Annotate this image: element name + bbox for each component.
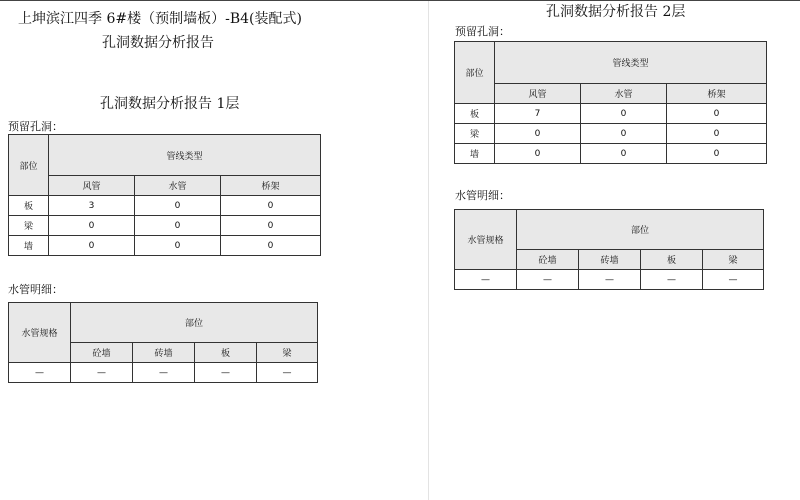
table-cell: 0 [581, 104, 667, 124]
pipe-type-header: 管线类型 [495, 42, 767, 84]
part-header: 部位 [9, 135, 49, 196]
row-part-cell: 板 [455, 104, 495, 124]
part-header: 部位 [71, 303, 318, 343]
table-cell: — [703, 270, 764, 290]
column-header-air-duct: 风管 [495, 84, 581, 104]
table-row [455, 124, 767, 144]
table-header-row [9, 303, 318, 343]
column-header-brick-wall: 砖墙 [133, 343, 195, 363]
table-cell: 0 [495, 124, 581, 144]
table-cell: — [579, 270, 641, 290]
table-cell: — [71, 363, 133, 383]
pipe-spec-header: 水管规格 [455, 210, 517, 270]
table-cell: 0 [221, 196, 321, 216]
floor-1-report-title: 孔洞数据分析报告 1层 [100, 96, 240, 112]
pipe-spec-header: 水管规格 [9, 303, 71, 363]
table-cell: 0 [581, 144, 667, 164]
table-row [9, 196, 321, 216]
row-part-cell: 墙 [9, 236, 49, 256]
column-header-concrete-wall: 砼墙 [71, 343, 133, 363]
document-subtitle: 孔洞数据分析报告 [102, 35, 214, 51]
table-header-row [455, 84, 767, 104]
table-cell: 0 [135, 216, 221, 236]
floor-2-holes-table [454, 41, 767, 164]
table-row [9, 363, 318, 383]
floor-1-holes-label: 预留孔洞： [8, 120, 63, 133]
pipe-type-header: 管线类型 [49, 135, 321, 176]
table-cell: 0 [667, 124, 767, 144]
table-row [9, 216, 321, 236]
column-header-concrete-wall: 砼墙 [517, 250, 579, 270]
column-header-slab: 板 [641, 250, 703, 270]
table-row [9, 236, 321, 256]
column-header-slab: 板 [195, 343, 257, 363]
table-cell: 7 [495, 104, 581, 124]
row-part-cell: 梁 [455, 124, 495, 144]
table-cell: 0 [667, 144, 767, 164]
row-part-cell: 墙 [455, 144, 495, 164]
table-cell: — [133, 363, 195, 383]
part-header: 部位 [517, 210, 764, 250]
table-cell: — [257, 363, 318, 383]
table-row [455, 270, 764, 290]
table-cell: 0 [667, 104, 767, 124]
floor-2-pipe-table [454, 209, 764, 290]
table-header-row [9, 176, 321, 196]
table-cell: 0 [221, 236, 321, 256]
floor-2-report-title: 孔洞数据分析报告 2层 [546, 4, 686, 20]
table-header-row [455, 210, 764, 250]
row-part-cell: 板 [9, 196, 49, 216]
document-title: 上坤滨江四季 6#楼（预制墙板）-B4(装配式) [18, 11, 302, 27]
column-header-beam: 梁 [703, 250, 764, 270]
floor-1-pipe-label: 水管明细： [8, 283, 63, 296]
table-cell: — [517, 270, 579, 290]
table-cell: 0 [495, 144, 581, 164]
floor-1-holes-table [8, 134, 321, 256]
table-cell: 0 [581, 124, 667, 144]
floor-2-holes-label: 预留孔洞： [455, 25, 510, 38]
table-header-row [455, 42, 767, 84]
table-row [455, 104, 767, 124]
column-header-brick-wall: 砖墙 [579, 250, 641, 270]
table-cell: — [641, 270, 703, 290]
table-cell: 0 [49, 236, 135, 256]
table-cell: — [9, 363, 71, 383]
column-header-cable-tray: 桥架 [667, 84, 767, 104]
floor-2-pipe-label: 水管明细： [455, 189, 510, 202]
table-cell: 0 [221, 216, 321, 236]
column-header-beam: 梁 [257, 343, 318, 363]
floor-1-pipe-table [8, 302, 318, 383]
page-separator [428, 1, 429, 500]
table-cell: 0 [49, 216, 135, 236]
column-header-cable-tray: 桥架 [221, 176, 321, 196]
table-cell: 0 [135, 196, 221, 216]
column-header-water-pipe: 水管 [135, 176, 221, 196]
table-cell: — [195, 363, 257, 383]
table-header-row [9, 135, 321, 176]
part-header: 部位 [455, 42, 495, 104]
column-header-air-duct: 风管 [49, 176, 135, 196]
row-part-cell: 梁 [9, 216, 49, 236]
table-cell: — [455, 270, 517, 290]
column-header-water-pipe: 水管 [581, 84, 667, 104]
table-cell: 0 [135, 236, 221, 256]
table-row [455, 144, 767, 164]
table-cell: 3 [49, 196, 135, 216]
